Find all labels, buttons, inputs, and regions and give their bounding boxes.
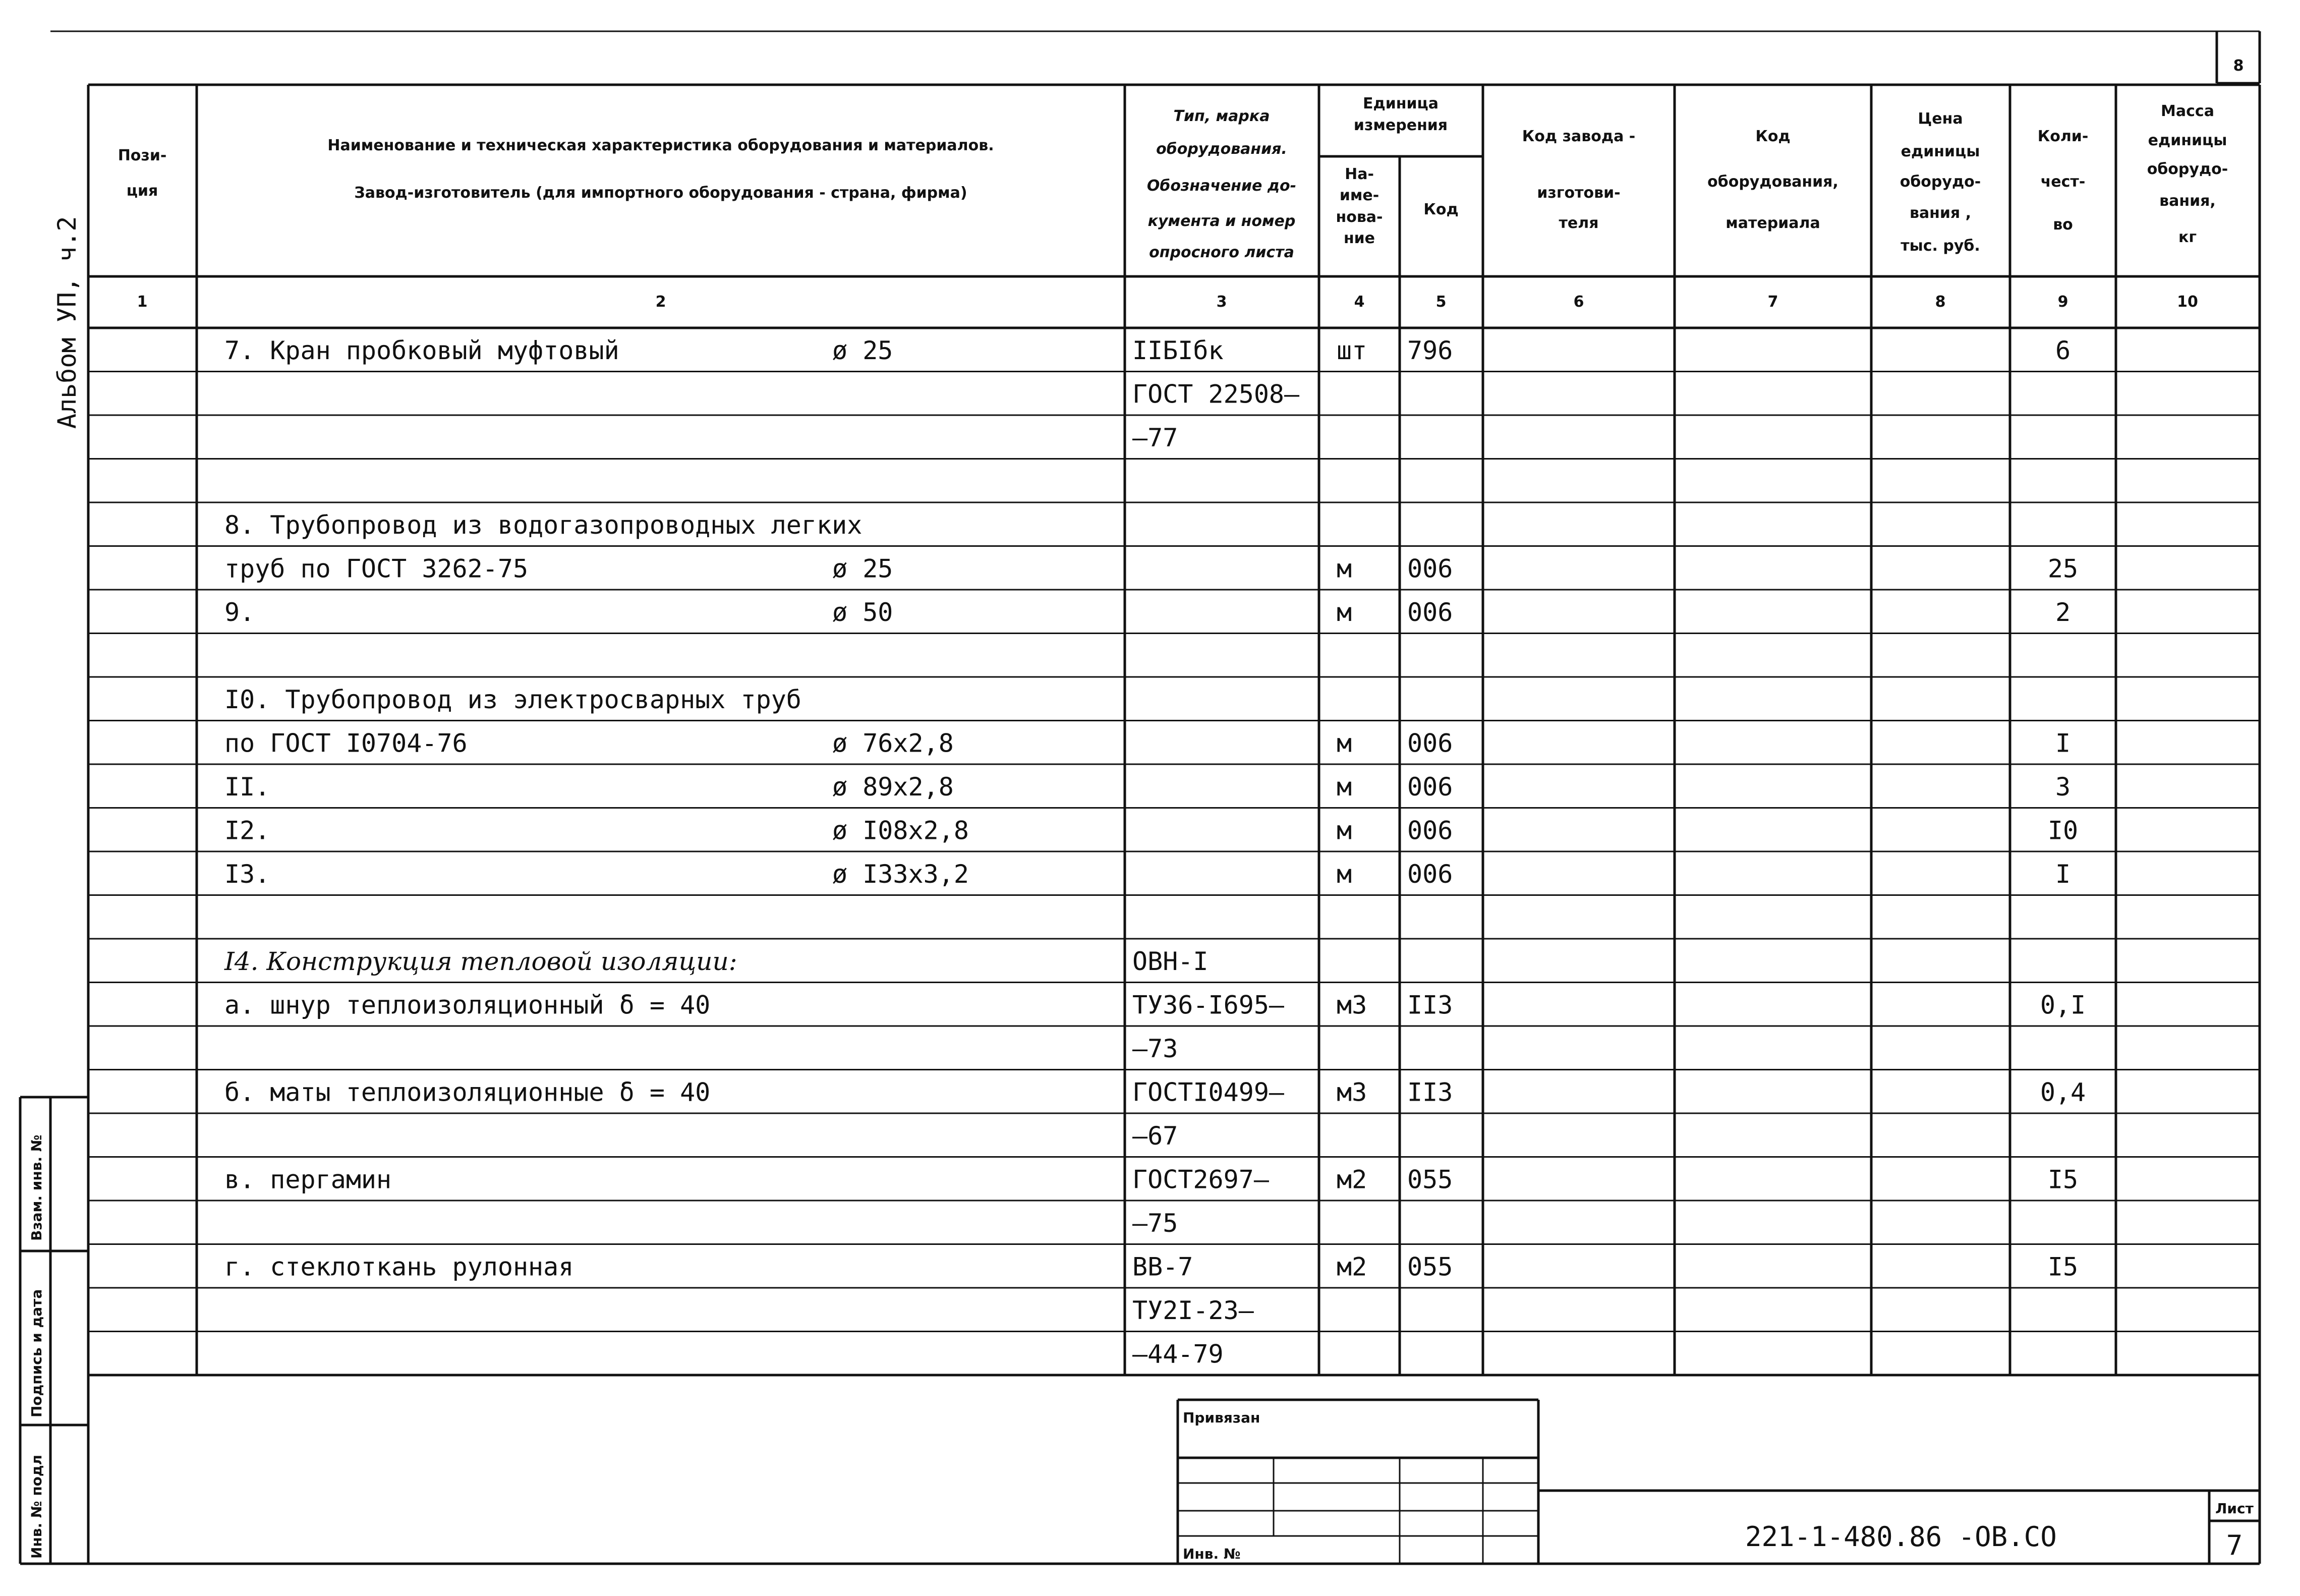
row-size: ø I08x2,8 [832,816,969,845]
column-number: 7 [1767,293,1778,311]
row-qty: 0,I [2040,990,2086,1020]
column-header-text: Коли- [2037,128,2089,145]
row-type: ОВН-I [1132,947,1209,976]
row-name: по ГОСТ I0704-76 [224,728,468,758]
column-header-text: Тип, марка [1173,107,1270,125]
column-header-text: вания , [1909,204,1972,222]
sheet-label: Лист [2215,1500,2254,1517]
column-header-text: Код [1755,128,1791,145]
row-unit: м [1337,816,1352,845]
column-number: 4 [1354,293,1365,311]
document-code: 221-1-480.86 -ОВ.СО [1745,1521,2057,1553]
row-unit: м3 [1337,1077,1367,1107]
column-header-text: Пози- [118,147,167,164]
stamp-attached-label: Привязан [1183,1409,1260,1426]
row-name: в. пергамин [224,1165,392,1194]
row-qty: 0,4 [2040,1077,2086,1107]
column-header-text: во [2053,216,2073,234]
row-type: ТУ2I-23– [1132,1296,1254,1325]
row-name: труб по ГОСТ 3262-75 [224,554,529,584]
row-unit: м2 [1337,1165,1367,1194]
row-code: 006 [1407,728,1453,758]
column-header-text: оборудования. [1156,140,1287,158]
column-number: 9 [2057,293,2068,311]
column-header-text: кг [2178,229,2197,246]
row-qty: 6 [2055,336,2071,365]
row-type: –73 [1132,1034,1178,1063]
row-name: а. шнур теплоизоляционный δ = 40 [224,990,711,1020]
row-code: 006 [1407,816,1453,845]
column-header-text: ние [1343,230,1375,247]
row-qty: 25 [2047,554,2079,584]
row-unit: м [1337,772,1352,802]
column-number: 10 [2177,293,2198,311]
row-code: 006 [1407,554,1453,584]
row-qty: 3 [2055,772,2071,802]
side-album-label: Альбом УП, ч.2 [52,216,82,429]
column-number: 6 [1573,293,1584,311]
row-size: ø 25 [832,336,893,365]
column-number: 5 [1435,293,1447,311]
row-type: –67 [1132,1121,1178,1151]
row-unit: м2 [1337,1252,1367,1282]
column-header-text: опросного листа [1149,244,1294,261]
row-type: ВВ-7 [1132,1252,1193,1282]
row-unit: м [1337,598,1352,627]
row-unit: м [1337,860,1352,889]
row-type: –75 [1132,1209,1178,1238]
row-code: 055 [1407,1165,1453,1194]
column-header-text: име- [1339,187,1379,204]
side-stamp-signature: Подпись и дата [28,1289,45,1417]
column-header-text: нова- [1336,208,1383,226]
row-code: 796 [1407,336,1453,365]
row-name: I3. [224,860,270,889]
row-type: –77 [1132,423,1178,452]
column-header-text: вания, [2159,192,2216,210]
unit-group-header: Единица [1363,95,1439,112]
row-qty: I [2055,860,2071,889]
column-header-text: ция [126,182,158,200]
column-header-text: единицы [1901,143,1980,160]
column-header-text: оборудования, [1707,173,1838,191]
row-qty: I0 [2047,816,2079,845]
row-size: ø 50 [832,598,893,627]
column-header-text: оборудо- [1900,173,1981,191]
column-header-text: кумента и номер [1147,212,1296,230]
row-type: ГОСТ 22508– [1132,379,1300,409]
column-header-text: Код завода - [1522,128,1636,145]
page-corner-number: 8 [2233,57,2244,75]
row-name: б. маты теплоизоляционные δ = 40 [224,1077,711,1107]
column-header-text: чест- [2040,173,2086,191]
column-number: 1 [137,293,148,311]
row-code: II3 [1407,1077,1453,1107]
row-name: г. стеклоткань рулонная [224,1252,574,1282]
row-type: ТУ36-I695– [1132,990,1285,1020]
column-header-text: Завод-изготовитель (для импортного оборудования - страна, фирма) [354,184,967,202]
column-number: 2 [655,293,666,311]
row-type: ГОСТI0499– [1132,1077,1285,1107]
row-size: ø I33x3,2 [832,860,969,889]
column-header-text: теля [1559,214,1599,232]
row-code: 006 [1407,860,1453,889]
column-number: 3 [1216,293,1227,311]
column-header-text: изготови- [1537,184,1621,202]
row-type: IIБIбк [1132,336,1224,365]
column-header-text: тыс. руб. [1901,237,1980,255]
column-header-text: Масса [2161,102,2214,120]
column-header-text: Цена [1918,110,1963,128]
stamp-inventory-label: Инв. № [1183,1546,1241,1562]
row-name: 8. Трубопровод из водогазопроводных легких [224,510,862,540]
column-header-text: На- [1345,165,1374,183]
column-header-text: материала [1726,214,1820,232]
row-code: 006 [1407,772,1453,802]
row-unit: м [1337,728,1352,758]
row-unit: м3 [1337,990,1367,1020]
row-name: 9. [224,598,255,627]
column-header-text: Код [1423,201,1459,218]
sheet-number: 7 [2226,1529,2243,1561]
row-qty: I5 [2047,1165,2079,1194]
row-name: I4. Конструкция тепловой изоляции: [224,947,737,976]
row-unit: шт [1337,336,1367,365]
row-code: 006 [1407,598,1453,627]
column-header-text: Наименование и техническая характеристика оборудования и материалов. [327,137,994,154]
column-header-text: Обозначение до- [1146,177,1297,195]
row-type: ГОСТ2697– [1132,1165,1269,1194]
side-stamp-original: Инв. № подл [28,1454,45,1559]
row-unit: м [1337,554,1352,584]
row-name: I0. Трубопровод из электросварных труб [224,685,801,714]
column-header-text: оборудо- [2147,160,2228,178]
row-qty: I5 [2047,1252,2079,1282]
row-type: –44-79 [1132,1339,1224,1369]
row-code: II3 [1407,990,1453,1020]
row-qty: I [2055,728,2071,758]
row-code: 055 [1407,1252,1453,1282]
column-number: 8 [1935,293,1946,311]
column-header-text: единицы [2148,132,2227,149]
row-size: ø 25 [832,554,893,584]
row-name: 7. Кран пробковый муфтовый [224,336,619,365]
side-stamp-replacement: Взам. инв. № [28,1134,45,1241]
row-size: ø 76x2,8 [832,728,954,758]
row-size: ø 89x2,8 [832,772,954,802]
row-name: II. [224,772,270,802]
row-qty: 2 [2055,598,2071,627]
row-name: I2. [224,816,270,845]
unit-group-header: измерения [1353,117,1448,134]
